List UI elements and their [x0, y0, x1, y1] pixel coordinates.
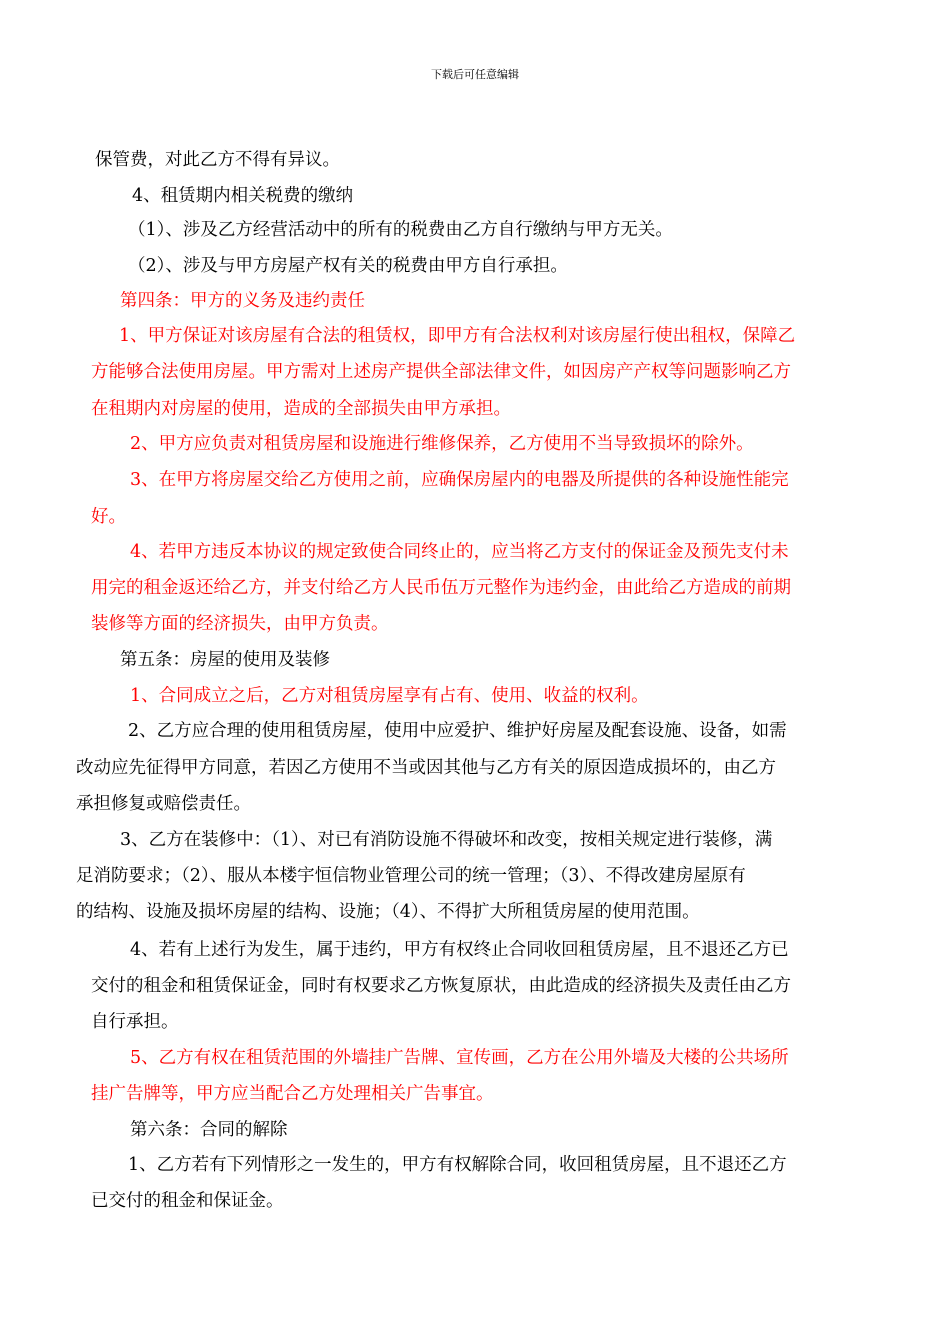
text-line: 4、若甲方违反本协议的规定致使合同终止的，应当将乙方支付的保证金及预先支付未: [130, 542, 789, 562]
text-line: 1、乙方若有下列情形之一发生的，甲方有权解除合同，收回租赁房屋，且不退还乙方: [128, 1155, 787, 1175]
text-line: 4、若有上述行为发生，属于违约，甲方有权终止合同收回租赁房屋，且不退还乙方已: [130, 940, 789, 960]
text-line: 3、乙方在装修中：（1）、对已有消防设施不得破坏和改变，按相关规定进行装修，满: [120, 830, 773, 850]
text-line: 1、合同成立之后，乙方对租赁房屋享有占有、使用、收益的权利。: [130, 686, 649, 706]
text-line: 的结构、设施及损坏房屋的结构、设施；（4）、不得扩大所租赁房屋的使用范围。: [76, 902, 700, 922]
text-line: 挂广告牌等，甲方应当配合乙方处理相关广告事宜。: [91, 1084, 494, 1104]
text-line: 方能够合法使用房屋。甲方需对上述房产提供全部法律文件，如因房产产权等问题影响乙方: [91, 362, 791, 382]
text-line: 5、乙方有权在租赁范围的外墙挂广告牌、宣传画，乙方在公用外墙及大楼的公共场所: [130, 1048, 789, 1068]
text-line: 好。: [91, 507, 126, 527]
text-line: 在租期内对房屋的使用，造成的全部损失由甲方承担。: [91, 399, 511, 419]
text-line: （2）、涉及与甲方房屋产权有关的税费由甲方自行承担。: [128, 256, 568, 276]
page-header: 下载后可任意编辑: [431, 68, 519, 81]
text-line: 已交付的租金和保证金。: [91, 1191, 284, 1211]
text-line: （1）、涉及乙方经营活动中的所有的税费由乙方自行缴纳与甲方无关。: [128, 220, 673, 240]
text-line: 1、甲方保证对该房屋有合法的租赁权，即甲方有合法权利对该房屋行使出租权，保障乙: [119, 326, 796, 346]
text-line: 自行承担。: [91, 1012, 179, 1032]
text-line: 保管费，对此乙方不得有异议。: [95, 150, 340, 170]
text-line: 4、租赁期内相关税费的缴纳: [132, 186, 354, 206]
text-line: 2、甲方应负责对租赁房屋和设施进行维修保养，乙方使用不当导致损坏的除外。: [130, 434, 754, 454]
text-line: 改动应先征得甲方同意，若因乙方使用不当或因其他与乙方有关的原因造成损坏的，由乙方: [76, 758, 776, 778]
text-line: 2、乙方应合理的使用租赁房屋，使用中应爱护、维护好房屋及配套设施、设备，如需: [128, 721, 787, 741]
section-heading: 第四条：甲方的义务及违约责任: [120, 291, 365, 311]
text-line: 足消防要求；（2）、服从本楼宇恒信物业管理公司的统一管理；（3）、不得改建房屋原有: [76, 866, 746, 886]
text-line: 交付的租金和租赁保证金，同时有权要求乙方恢复原状，由此造成的经济损失及责任由乙方: [91, 976, 791, 996]
text-line: 装修等方面的经济损失，由甲方负责。: [91, 614, 389, 634]
section-heading: 第五条：房屋的使用及装修: [120, 650, 330, 670]
text-line: 用完的租金返还给乙方，并支付给乙方人民币伍万元整作为违约金，由此给乙方造成的前期: [91, 578, 791, 598]
section-heading: 第六条：合同的解除: [130, 1120, 288, 1140]
text-line: 3、在甲方将房屋交给乙方使用之前，应确保房屋内的电器及所提供的各种设施性能完: [130, 470, 789, 490]
text-line: 承担修复或赔偿责任。: [76, 794, 251, 814]
